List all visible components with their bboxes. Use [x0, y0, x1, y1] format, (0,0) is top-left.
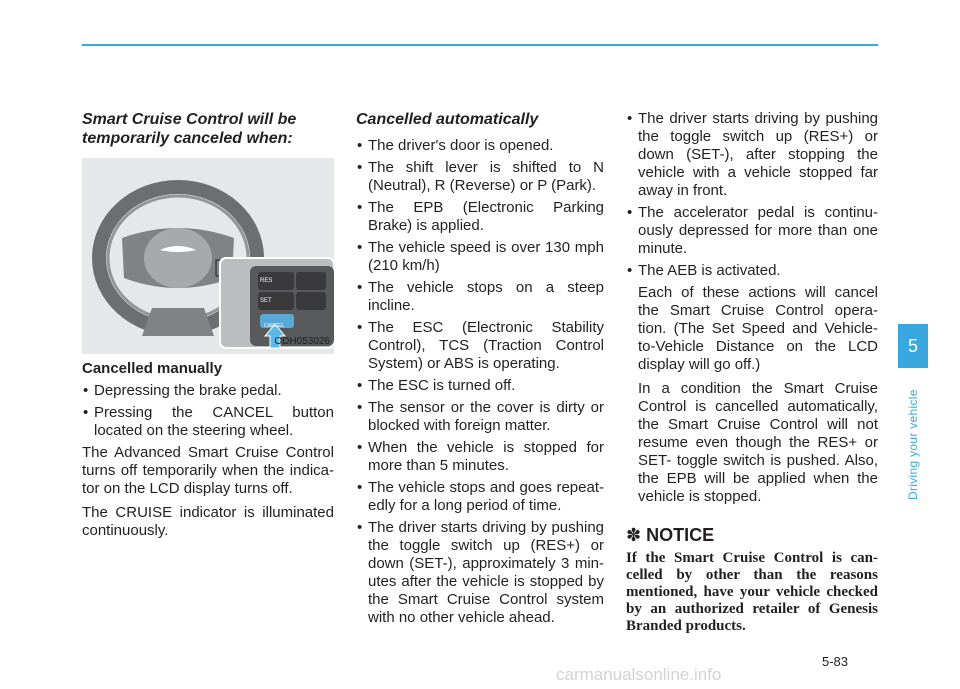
list-item: • The driver starts driving by pushing the toggle switch up (RES+) or down (SET-), after stopping the vehicle with a vehicle stopped far away in front.	[626, 110, 878, 200]
column-1	[82, 110, 334, 546]
list-item: • The driver's door is opened.	[356, 137, 604, 155]
list-item: • The sensor or the cover is dirty or blocked with foreign matter.	[356, 399, 604, 435]
list-item: • Pressing the CANCEL button located on the steering wheel.	[82, 404, 334, 440]
steering-wheel-figure	[82, 158, 334, 354]
page-number: 5-83	[822, 654, 849, 669]
section-heading: Cancelled automatically	[356, 111, 539, 128]
column-2	[356, 110, 604, 631]
list-item: • The accelerator pedal is continu-ously depressed for more than one minute.	[626, 204, 878, 258]
paragraph: In a condition the Smart Cruise Control is cancelled automatically, the Smart Cruise Control will not resume even though the RES+ or SET- toggle switch is pushed. Also, the EPB will be applied when the vehicle is stopped.	[638, 380, 878, 505]
chapter-label-wrap	[904, 380, 924, 500]
list-item: • The ESC (Electronic Stability Control), TCS (Traction Control System) or ABS is operating.	[356, 319, 604, 373]
auto-cancel-list-continued	[626, 110, 878, 280]
chapter-label: Driving your vehicle	[906, 389, 920, 500]
column-3	[626, 110, 878, 635]
set-label: SET	[260, 298, 272, 304]
header-rule	[82, 44, 878, 46]
manual-cancel-list	[82, 382, 334, 440]
notice-body: If the Smart Cruise Control is can-celled by other than the reasons mentioned, have your vehicle checked by an authorized retailer of Genesis Branded products.	[626, 550, 878, 634]
list-item: • The vehicle stops and goes repeat-edly for a long period of time.	[356, 479, 604, 515]
section-heading: Smart Cruise Control will be temporarily canceled when:	[82, 111, 297, 147]
list-item: • The shift lever is shifted to N (Neutral), R (Reverse) or P (Park).	[356, 159, 604, 195]
list-item: • Depressing the brake pedal.	[82, 382, 334, 400]
paragraph: The CRUISE indicator is illuminated continuously.	[82, 504, 334, 539]
paragraph: Each of these actions will cancel the Smart Cruise Control opera-tion. (The Set Speed and Vehicle-to-Vehicle Distance on the LCD display will go off.)	[638, 284, 878, 373]
auto-cancel-list	[356, 137, 604, 627]
list-item: • The vehicle speed is over 130 mph (210 km/h)	[356, 239, 604, 275]
list-item: • The AEB is activated.	[626, 262, 878, 280]
list-item: • The EPB (Electronic Parking Brake) is applied.	[356, 199, 604, 235]
list-item: • When the vehicle is stopped for more than 5 minutes.	[356, 439, 604, 475]
figure-code: ODH053026	[274, 336, 330, 347]
paragraph: The Advanced Smart Cruise Control turns off temporarily when the indica-tor on the LCD display turns off.	[82, 444, 334, 497]
list-item: • The driver starts driving by pushing the toggle switch up (RES+) or down (SET-), approximately 3 min-utes after the vehicle is stopped by the Smart Cruise Control system with no other vehicle ahead.	[356, 519, 604, 627]
steering-wheel-illustration	[82, 158, 334, 354]
watermark: carmanualsonline.info	[556, 665, 722, 684]
list-item: • The vehicle stops on a steep incline.	[356, 279, 604, 315]
subheading: Cancelled manually	[82, 360, 223, 377]
chapter-tab: 5	[898, 324, 928, 368]
cancel-label: CANCEL	[264, 323, 285, 329]
list-item: • The ESC is turned off.	[356, 377, 604, 395]
notice-title: ✽ NOTICE	[626, 525, 715, 545]
res-label: RES	[260, 278, 273, 284]
